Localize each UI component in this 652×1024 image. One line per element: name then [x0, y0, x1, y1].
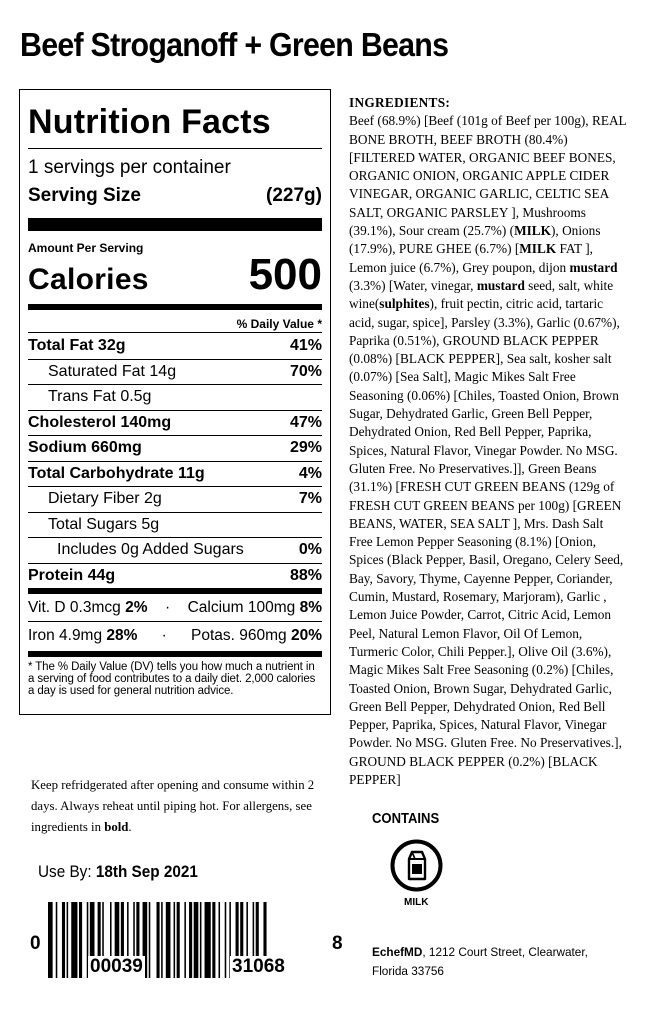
- barcode-right-group: 31068: [232, 956, 285, 977]
- ingredient-text: FAT ], Lemon juice (6.7%), Grey poupon, dijon: [349, 241, 594, 275]
- nutrient-row: [28, 435, 322, 461]
- allergen-highlight: mustard: [569, 259, 618, 275]
- ingredients-block: [349, 94, 629, 789]
- nutrient-daily-value: 47%: [289, 413, 322, 431]
- barcode-bar: [56, 902, 58, 978]
- vitamin-d: Vit. D 0.3mcg 2%: [28, 598, 148, 616]
- barcode-bar: [219, 902, 221, 978]
- nutrient-daily-value: 0%: [298, 541, 322, 559]
- nutrient-label: Cholesterol 140mg: [28, 413, 172, 431]
- nutrient-label: Dietary Fiber 2g: [48, 490, 162, 508]
- serving-size-label: Serving Size: [28, 185, 141, 206]
- allergen-highlight: mustard: [476, 277, 525, 293]
- calcium: Calcium 100mg 8%: [187, 598, 322, 616]
- nutrient-label: Sodium 660mg: [28, 439, 142, 457]
- serving-size-value: (227g): [266, 185, 322, 206]
- daily-value-footnote: * The % Daily Value (DV) tells you how much a nutrient in a serving of food contributes to a daily diet. 2,000 calories a day is used for general nutrition advice.: [28, 661, 316, 697]
- iron: Iron 4.9mg 28%: [28, 626, 138, 644]
- thick-divider: [28, 218, 322, 231]
- storage-instructions: Keep refridgerated after opening and consume within 2 days. Always reheat until piping hot. For allergens, see ingredients in bold.: [31, 778, 315, 834]
- company-address: EchefMD, 1212 Court Street, Clearwater, Florida 33756: [372, 945, 588, 978]
- nutrient-daily-value: 7%: [298, 490, 322, 508]
- servings-per-container: 1 servings per container: [28, 157, 231, 178]
- barcode-bar: [184, 902, 186, 978]
- ingredients-heading: INGREDIENTS:: [349, 95, 451, 110]
- barcode-bar: [225, 902, 227, 978]
- nutrition-facts-heading: Nutrition Facts: [28, 103, 271, 141]
- separator-dot: ·: [161, 626, 167, 644]
- medium-divider: [28, 304, 322, 310]
- nutrient-daily-value: 88%: [289, 566, 322, 584]
- barcode-bars: [30, 900, 350, 980]
- nutrient-row: [28, 563, 322, 589]
- allergen-highlight: MILK: [514, 223, 551, 239]
- calories-label: Calories: [28, 263, 149, 296]
- barcode-bar: [189, 902, 192, 978]
- nutrient-label: Saturated Fat 14g: [48, 362, 177, 380]
- potassium: Potas. 960mg 20%: [190, 626, 322, 644]
- mineral-row: [28, 622, 322, 649]
- barcode-bar: [161, 902, 163, 978]
- barcode-bar: [79, 902, 82, 978]
- nutrient-daily-value: 41%: [289, 336, 322, 354]
- barcode-bar: [67, 902, 69, 978]
- nutrient-label: Includes 0g Added Sugars: [57, 541, 244, 559]
- barcode-bar: [149, 902, 151, 978]
- nutrition-facts-panel: [19, 89, 331, 715]
- use-by: Use By: 18th Sep 2021: [38, 862, 198, 881]
- nutrient-row: [28, 333, 322, 359]
- ingredient-text: seed, salt, white wine(: [349, 277, 614, 312]
- divider: [28, 148, 322, 149]
- footnote-divider: [28, 651, 322, 657]
- barcode-first-digit: 0: [30, 933, 41, 954]
- ingredients-text: [349, 112, 629, 789]
- nutrient-label: Total Sugars 5g: [48, 515, 160, 533]
- amount-per-serving: Amount Per Serving: [28, 241, 144, 255]
- barcode-left-group: 00039: [90, 956, 143, 977]
- nutrient-daily-value: 4%: [298, 464, 322, 482]
- nutrient-row: [28, 486, 322, 512]
- product-title: Beef Stroganoff + Green Beans: [20, 26, 449, 63]
- barcode-bar: [177, 902, 180, 978]
- barcode-bar: [166, 902, 171, 978]
- nutrient-label: Trans Fat 0.5g: [48, 388, 152, 406]
- calories-value: 500: [248, 250, 322, 299]
- ingredient-text: Beef (68.9%) [Beef (101g of Beef per 100g), REAL BONE BROTH, BEEF BROTH (80.4%) [FILTERED WATER, ORGANIC BEEF BONES, ORGANIC ONION, ORGANIC APPLE CIDER VINEGAR, ORGANIC GARLIC, CELTIC SEA SALT, ORGANIC PARSLEY ], Mushrooms (39.1%), Sour cream (25.7%) (: [349, 113, 627, 239]
- barcode-check-digit: 8: [332, 933, 343, 954]
- contains-heading: CONTAINS: [372, 811, 440, 827]
- daily-value-header: % Daily Value *: [236, 317, 322, 331]
- barcode: [30, 900, 350, 980]
- ingredient-text: ), fruit pectin, citric acid, tartaric acid, sugar, spice], Parsley (3.3%), Garlic (0.67%), Paprika (0.51%), GROUND BLACK PEPPER (0.08%) [BLACK PEPPER], Sea salt, kosher salt (0.07%) [Sea Salt], Magic Mikes Salt Free Seasoning (0.06%) [Chiles, Toasted Onion, Brown Sugar, Dehydrated Garlic, Green Bell Pepper, Dehydrated Onion, Red Bell Pepper, Paprika, Spices, Natural Flavor, Vinegar Powder. No MSG. Gluten Free. No Preservatives.]], Green Beans (31.1%) [FRESH CUT GREEN BEANS (129g of FRESH CUT GREEN BEANS per 100g) [GREEN BEANS, WATER, SEA SALT ], Mrs. Dash Salt Free Lemon Pepper Seasoning (8.1%) [Onion, Spices (Black Pepper, Basil, Oregano, Celery Seed, Bay, Savory, Thyme, Cayenne Pepper, Coriander, Cumin, Mustard, Rosemary, Marjoram), Garlic , Lemon Juice Powder, Carrot, Citric Acid, Lemon Peel, Natural Lemon Flavor, Oil Of Lemon, Turmeric Color, Chili Pepper.], Olive Oil (3.6%), Magic Mikes Salt Free Seasoning (0.2%) [Chiles, Toasted Onion, Brown Sugar, Dehydrated Garlic, Green Bell Pepper, Dehydrated Onion, Red Bell Pepper, Paprika, Spices, Natural Flavor, Vinegar Powder. No MSG. Gluten Free. No Preservatives.], GROUND BLACK PEPPER (0.2%) [BLACK PEPPER]: [349, 296, 624, 787]
- nutrient-daily-value: 70%: [289, 362, 322, 380]
- ingredient-text: (3.3%) [Water, vinegar,: [349, 277, 477, 293]
- nutrient-rows: [28, 333, 322, 588]
- calories-row: [28, 250, 322, 300]
- barcode-bar: [200, 902, 202, 978]
- allergen-highlight: sulphites: [379, 296, 430, 312]
- allergen-milk-label: MILK: [404, 897, 429, 908]
- barcode-bar: [62, 902, 65, 978]
- nutrient-row: [28, 461, 322, 487]
- milk-carton-icon: [389, 838, 444, 893]
- ingredient-text: ), Onions (17.9%), PURE GHEE (6.7%) [: [349, 223, 601, 257]
- nutrient-label: Total Fat 32g: [28, 336, 126, 354]
- nutrient-row: [28, 512, 322, 538]
- nutrient-label: Total Carbohydrate 11g: [28, 464, 205, 482]
- serving-size-row: [28, 184, 322, 208]
- barcode-bar: [212, 902, 215, 978]
- nutrient-row: [28, 537, 322, 563]
- nutrient-row: [28, 359, 322, 385]
- barcode-bar: [48, 902, 53, 978]
- barcode-bar: [174, 902, 176, 978]
- barcode-bar: [71, 902, 77, 978]
- vitamin-row: [28, 594, 322, 621]
- barcode-bar: [194, 902, 199, 978]
- separator-dot: ·: [164, 598, 171, 616]
- barcode-bar: [205, 902, 211, 978]
- nutrient-row: [28, 384, 322, 410]
- allergen-highlight: MILK: [519, 241, 557, 257]
- barcode-bar: [157, 902, 160, 978]
- nutrient-row: [28, 410, 322, 436]
- nutrient-daily-value: 29%: [289, 439, 322, 457]
- nutrient-label: Protein 44g: [28, 566, 116, 584]
